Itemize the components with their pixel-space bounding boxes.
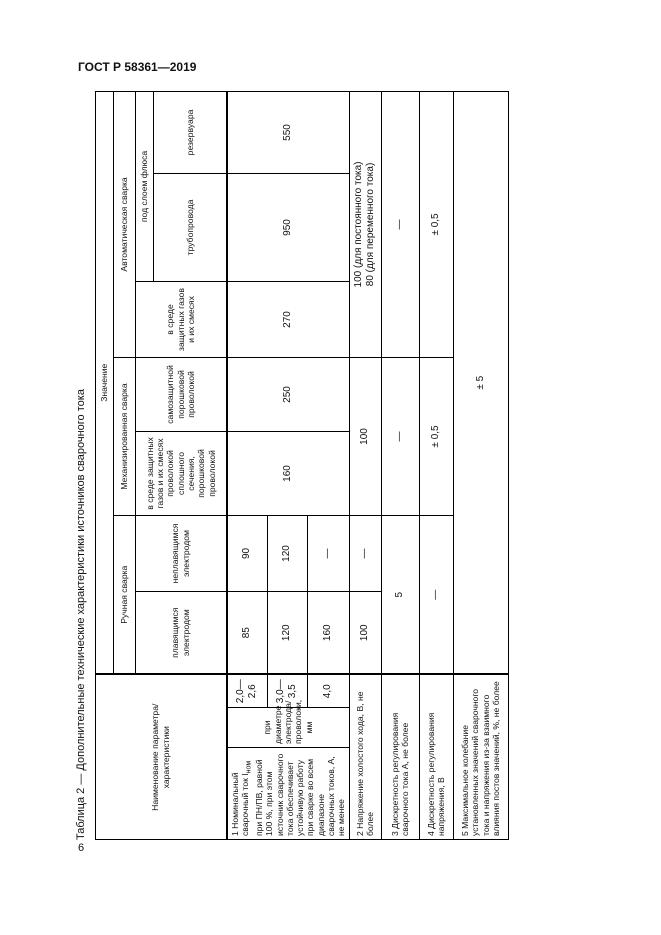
row4-mech: ± 0,5 bbox=[419, 357, 453, 515]
param-header: Наименование параметра/характеристики bbox=[96, 674, 227, 839]
auto-gas-header: в среде защитных газов и их смесях bbox=[136, 281, 227, 357]
row1-label-a: 1 Номинальный сварочный ток I bbox=[229, 772, 250, 836]
row5-value: ± 5 bbox=[453, 91, 508, 674]
row5-label: 5 Максимальное колебание установленных значений сварочного тока и напряжения из-за взаимного влияния постов значений, %, не более bbox=[453, 674, 508, 839]
row1-diameter-label: при диаметре электрода/ проволоки, мм bbox=[227, 708, 350, 748]
row1-manual-consumable-1: 85 bbox=[227, 591, 268, 674]
table-caption: Таблица 2 — Дополнительные технические характеристики источников сварочного тока bbox=[75, 389, 87, 840]
rotated-table-frame bbox=[95, 92, 502, 840]
caption-wrapper bbox=[70, 90, 92, 840]
mech-header: Механизированная сварка bbox=[114, 357, 136, 515]
characteristics-table bbox=[95, 91, 509, 840]
row2-mech: 100 bbox=[349, 357, 381, 515]
page-number: 6 bbox=[78, 842, 85, 854]
manual-header: Ручная сварка bbox=[114, 515, 136, 674]
row1-manual-nonconsumable-1: 90 bbox=[227, 515, 268, 591]
row1-label-sub: ном bbox=[245, 760, 253, 774]
row1-label bbox=[227, 748, 350, 840]
auto-pipe-header: трубопровода bbox=[154, 173, 227, 281]
row1-mech-gas: 160 bbox=[227, 431, 350, 515]
manual-consumable-header: плавящимся электродом bbox=[136, 591, 227, 674]
row2-label: 2 Напряжение холостого хода, В, не более bbox=[349, 674, 381, 839]
row2-auto bbox=[349, 91, 381, 357]
auto-header: Автоматическая сварка bbox=[114, 91, 136, 357]
row1-diameter-2: 3,0—3,5 bbox=[267, 674, 308, 707]
mech-selfshield-header: самозащитной порошковой проволокой bbox=[136, 357, 227, 431]
row2-manual-consumable: 100 bbox=[349, 591, 381, 674]
row3-mech: — bbox=[381, 357, 419, 515]
row1-auto-tank: 550 bbox=[227, 91, 350, 173]
row1-auto-pipe: 950 bbox=[227, 173, 350, 281]
table-container bbox=[95, 92, 502, 840]
row1-mech-selfshield: 250 bbox=[227, 357, 350, 431]
document-header: ГОСТ Р 58361—2019 bbox=[78, 60, 197, 74]
row3-label: 3 Дискретность регулирования сварочного тока А, не более bbox=[381, 674, 419, 839]
row4-auto: ± 0,5 bbox=[419, 91, 453, 357]
row1-diameter-3: 4,0 bbox=[308, 674, 350, 707]
row1-auto-gas: 270 bbox=[227, 281, 350, 357]
row1-diameter-1: 2,0—2,6 bbox=[227, 674, 268, 707]
row1-manual-nonconsumable-2: 120 bbox=[267, 515, 308, 591]
row1-label-b: при ПН/ПВ, равной 100 %, при этом источник сварочного тока обеспечивает устойчивую работу при сварке во всем диапазоне сварочных токов, А, не менее bbox=[253, 753, 347, 836]
row4-label: 4 Дискретность регулирования напряжения, В bbox=[419, 674, 453, 839]
row2-manual-nonconsumable: — bbox=[349, 515, 381, 591]
row2-auto-line1: 100 (для постоянного тока) bbox=[353, 161, 365, 288]
row3-auto: — bbox=[381, 91, 419, 357]
row1-manual-nonconsumable-3: — bbox=[308, 515, 350, 591]
row4-manual: — bbox=[419, 515, 453, 674]
row3-manual: 5 bbox=[381, 515, 419, 674]
mech-gas-header: в среде защитных газов и их смесях проволокой сплошного сечения, порошковой проволокой bbox=[136, 431, 227, 515]
value-header: Значение bbox=[96, 91, 114, 674]
row2-auto-line2: 80 (для переменного тока) bbox=[365, 162, 377, 287]
auto-tank-header: резервуара bbox=[154, 91, 227, 173]
row1-manual-consumable-3: 160 bbox=[308, 591, 350, 674]
flux-header: под слоем флюса bbox=[136, 91, 154, 281]
manual-nonconsumable-header: неплавящимся электродом bbox=[136, 515, 227, 591]
row1-manual-consumable-2: 120 bbox=[267, 591, 308, 674]
